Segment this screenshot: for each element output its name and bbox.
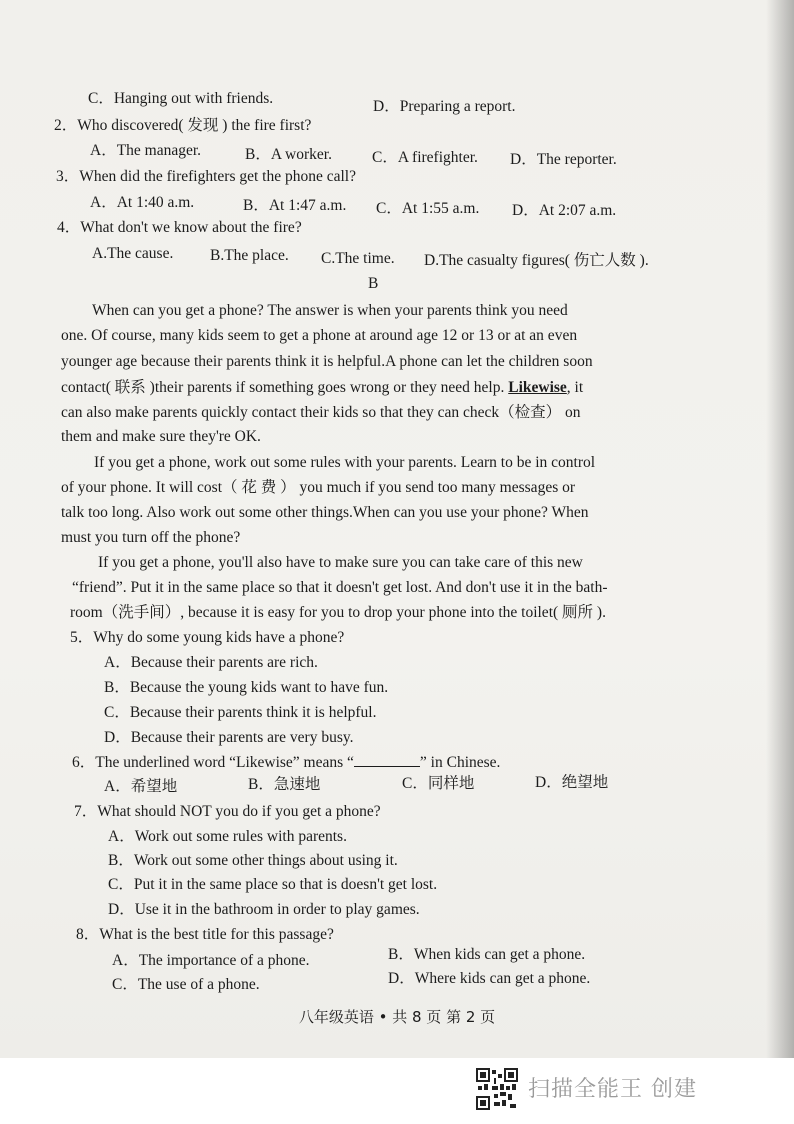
q8-option-a: A．The importance of a phone.	[112, 952, 310, 969]
q3-option-b: B．At 1:47 a.m.	[243, 197, 347, 214]
passage-line: can also make parents quickly contact their kids so that they can check（检查） on	[61, 404, 581, 421]
page-footer: 八年级英语 • 共 8 页 第 2 页	[298, 1008, 496, 1026]
passage-line: younger age because their parents think it is helpful.A phone can let the children soon	[61, 353, 593, 370]
passage-line	[61, 378, 583, 398]
q8-option-c: C．The use of a phone.	[112, 976, 260, 993]
scanner-brand-label: 扫描全能王 创建	[528, 1077, 697, 1102]
underlined-word-likewise: Likewise	[508, 379, 567, 396]
q6-text: 6．The underlined word “Likewise” means “	[72, 754, 354, 771]
question-8: 8．What is the best title for this passage?	[76, 926, 334, 943]
answer-blank	[354, 752, 420, 767]
q3-option-a: A．At 1:40 a.m.	[90, 194, 195, 211]
passage-text: , it	[566, 379, 584, 396]
passage-line: room（洗手间）, because it is easy for you to drop your phone into the toilet( 厕所 ).	[70, 604, 606, 621]
passage-line: If you get a phone, work out some rules with your parents. Learn to be in control	[94, 454, 596, 471]
q5-option-d: D．Because their parents are very busy.	[104, 729, 354, 746]
q6-option-b: B．急速地	[248, 776, 321, 793]
passage-line: When can you get a phone? The answer is when your parents think you need	[92, 302, 568, 319]
q3-option-d: D．At 2:07 a.m.	[512, 202, 617, 219]
q2-option-d: D．The reporter.	[510, 151, 617, 168]
q7-option-c: C．Put it in the same place so that is doesn't get lost.	[108, 876, 438, 893]
passage-line: of your phone. It will cost（ 花 费 ） you much if you send too many messages or	[61, 479, 576, 496]
q6-option-d: D．绝望地	[535, 774, 609, 791]
q5-option-a: A．Because their parents are rich.	[104, 654, 318, 671]
q4-option-c: C.The time.	[321, 250, 395, 267]
passage-line: “friend”. Put it in the same place so that it doesn't get lost. And don't use it in the bath-	[72, 579, 608, 596]
question-2: 2．Who discovered( 发现 ) the fire first?	[54, 117, 312, 134]
qr-code-icon	[476, 1068, 518, 1110]
q2-option-a: A．The manager.	[90, 142, 202, 159]
passage-line: If you get a phone, you'll also have to make sure you can take care of this new	[98, 554, 583, 571]
q1-option-d: D．Preparing a report.	[373, 98, 516, 115]
q6-option-c: C．同样地	[402, 775, 475, 792]
question-5: 5．Why do some young kids have a phone?	[70, 629, 345, 646]
q7-option-a: A．Work out some rules with parents.	[108, 828, 347, 845]
passage-line: them and make sure they're OK.	[61, 428, 261, 445]
q5-option-c: C．Because their parents think it is helpful.	[104, 704, 377, 721]
question-3: 3．When did the firefighters get the phone call?	[56, 168, 356, 185]
question-4: 4．What don't we know about the fire?	[57, 219, 302, 236]
q2-option-b: B．A worker.	[245, 146, 332, 163]
q5-option-b: B．Because the young kids want to have fun.	[104, 679, 389, 696]
q2-option-c: C．A firefighter.	[372, 149, 478, 166]
q7-option-d: D．Use it in the bathroom in order to play games.	[108, 901, 420, 918]
passage-line: talk too long. Also work out some other things.When can you use your phone? When	[61, 504, 589, 521]
q1-option-c: C．Hanging out with friends.	[88, 90, 274, 107]
q4-option-b: B.The place.	[210, 247, 289, 264]
q4-option-a: A.The cause.	[92, 245, 174, 262]
q7-option-b: B．Work out some other things about using it.	[108, 852, 398, 869]
q4-option-d: D.The casualty figures( 伤亡人数 ).	[424, 252, 649, 269]
question-7: 7．What should NOT you do if you get a phone?	[74, 803, 381, 820]
q6-text: ” in Chinese.	[419, 754, 501, 771]
q8-option-b: B．When kids can get a phone.	[388, 946, 586, 963]
passage-line: must you turn off the phone?	[61, 529, 241, 546]
q3-option-c: C．At 1:55 a.m.	[376, 200, 480, 217]
question-6	[72, 752, 500, 773]
passage-text: contact( 联系 )their parents if something goes wrong or they need help.	[61, 379, 505, 396]
passage-line: one. Of course, many kids seem to get a phone at around age 12 or 13 or at an even	[61, 327, 578, 344]
q6-option-a: A．希望地	[104, 778, 178, 795]
section-heading: B	[368, 275, 379, 292]
q8-option-d: D．Where kids can get a phone.	[388, 970, 591, 987]
